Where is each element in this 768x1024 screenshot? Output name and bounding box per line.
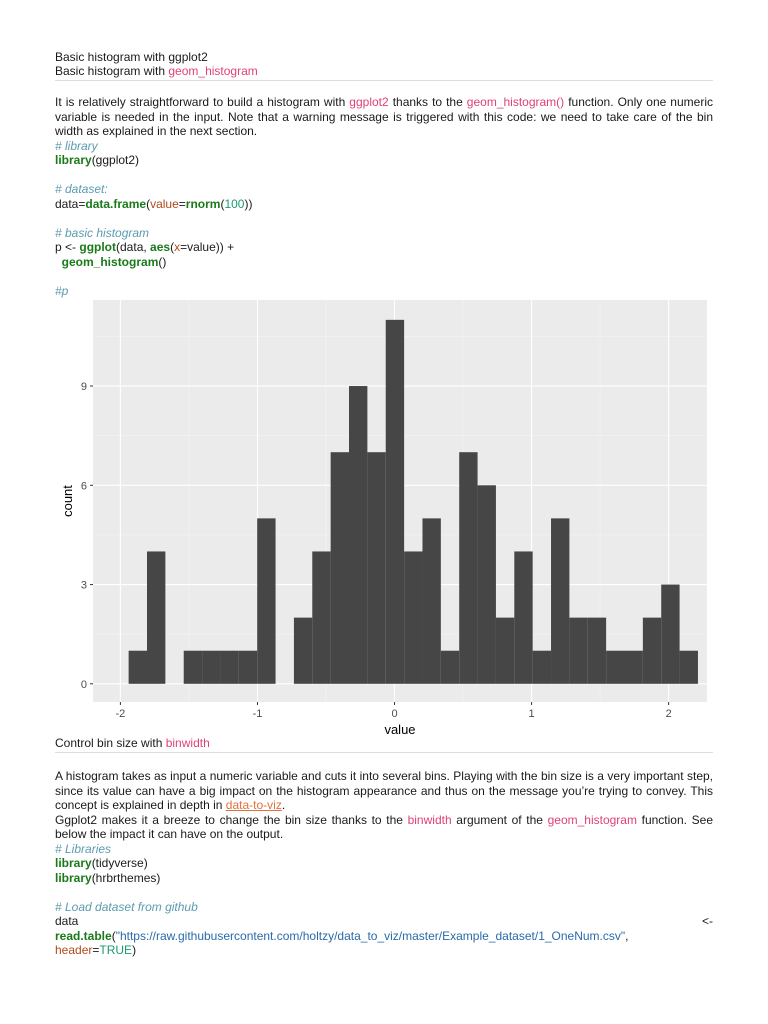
histogram-bar xyxy=(367,452,385,684)
code-fn-rnorm: rnorm xyxy=(185,196,221,211)
x-axis-label: value xyxy=(384,722,416,734)
code-comment-dataset: # dataset: xyxy=(55,182,108,196)
code-equals: = xyxy=(92,943,100,957)
code-num-100: 100 xyxy=(224,196,245,211)
code-comma: , xyxy=(625,928,629,943)
code-arg-x: x xyxy=(174,240,181,254)
histogram-bar xyxy=(349,386,367,684)
code-aes-rest: =value)) + xyxy=(180,240,235,254)
code-paren: ( xyxy=(146,196,151,211)
histogram-bar xyxy=(478,485,496,684)
x-tick-label: -1 xyxy=(252,708,263,720)
code-equals: = xyxy=(178,196,186,211)
code-line-ggplot xyxy=(55,240,713,255)
ggplot2-text-c: argument of the xyxy=(451,812,548,827)
code-line-tidyverse xyxy=(55,856,713,871)
code-comment-p: #p xyxy=(55,283,69,298)
code-fn-read-table: read.table xyxy=(55,928,112,943)
histogram-bar xyxy=(202,651,220,684)
code-data-assign: data= xyxy=(55,196,86,211)
y-axis-label: count xyxy=(60,485,75,517)
document-page xyxy=(55,50,713,298)
code-line-read-table xyxy=(55,929,713,944)
histogram-bar xyxy=(294,618,312,684)
code-line-data-assign xyxy=(55,914,713,929)
intro-text-c: thanks to the xyxy=(388,95,467,109)
intro-text-e: function. Only one numeric variable is needed in the input. Note that a warning message is triggered with this code: we need to take care of the bin width as explained in the next section. xyxy=(55,95,713,138)
histogram-bar xyxy=(331,452,349,684)
binsize-end: . xyxy=(281,798,286,812)
code-comment-basic: # basic histogram xyxy=(55,225,150,240)
section2-title-text: Control bin size with xyxy=(55,736,166,750)
geom-histogram-link[interactable]: geom_histogram xyxy=(168,64,258,78)
y-tick-label: 3 xyxy=(80,579,87,592)
code-url-string: "https://raw.githubusercontent.com/holtzy/data_to_viz/master/Example_dataset/1_OneNum.csv" xyxy=(115,928,626,943)
histogram-bar xyxy=(422,518,440,683)
binwidth-inline-link[interactable]: binwidth xyxy=(407,812,452,827)
code-paren-close: ) xyxy=(132,943,137,957)
y-tick-label: 6 xyxy=(80,480,87,493)
histogram-bar xyxy=(496,618,514,684)
binsize-text: A histogram takes as input a numeric variable and cuts it into several bins. Playing with the bin size is a very important step, since its value can have a big impact on the histogram appearance and thus on the message you’re trying to convey. This concept is explained in depth in xyxy=(55,769,713,812)
code-geom-parens: () xyxy=(158,254,167,269)
code-assign-arrow: <- xyxy=(701,914,713,928)
code-true: TRUE xyxy=(99,943,133,957)
code-arg-ggplot2: (ggplot2) xyxy=(91,153,140,167)
x-tick-label: 1 xyxy=(528,708,535,720)
histogram-bar xyxy=(514,551,532,683)
geom-histogram-inline-link[interactable]: geom_histogram xyxy=(547,812,637,827)
histogram-bar xyxy=(606,651,624,684)
code-comment-load: # Load dataset from github xyxy=(55,899,198,914)
histogram-bar xyxy=(386,320,404,684)
histogram-bar xyxy=(624,651,642,684)
y-tick-label: 9 xyxy=(80,381,87,394)
code-line-header xyxy=(55,943,713,958)
histogram-bar xyxy=(147,551,165,683)
histogram-bar xyxy=(220,651,238,684)
code-line-data xyxy=(55,197,713,212)
section-subtitle xyxy=(55,64,713,78)
code-blank xyxy=(55,885,713,900)
code-fn-data-frame: data.frame xyxy=(85,196,147,211)
histogram-bar xyxy=(404,551,422,683)
code-line-hrbrthemes xyxy=(55,871,713,886)
histogram-bar xyxy=(459,452,477,684)
document-page-2 xyxy=(55,736,713,958)
code-paren-2: ( xyxy=(220,196,225,211)
code-line-library xyxy=(55,153,713,168)
code-fn-geom-histogram: geom_histogram xyxy=(61,254,159,269)
code-fn-library: library xyxy=(55,870,92,885)
histogram-bar xyxy=(643,618,661,684)
code-indent xyxy=(55,255,62,269)
y-axis xyxy=(81,381,93,691)
ggplot2-paragraph xyxy=(55,813,713,842)
code-block-2 xyxy=(55,842,713,958)
code-fn-library: library xyxy=(55,153,92,167)
code-line-geom xyxy=(55,255,713,270)
code-data-word: data xyxy=(55,914,79,928)
section-title: Basic histogram with ggplot2 xyxy=(55,50,208,64)
code-paren-3: ( xyxy=(170,240,175,254)
histogram-bar xyxy=(551,518,569,683)
code-comment-libraries: # Libraries xyxy=(55,841,112,856)
code-close-parens: )) xyxy=(244,196,253,211)
histogram-bar xyxy=(680,651,698,684)
x-tick-label: 2 xyxy=(665,708,672,720)
histogram-bar xyxy=(239,651,257,684)
histogram-bar xyxy=(569,618,587,684)
intro-text-a: It is relatively straightforward to build a histogram with xyxy=(55,95,350,109)
histogram-bar xyxy=(312,551,330,683)
histogram-chart xyxy=(55,296,715,734)
code-fn-library: library xyxy=(55,856,92,870)
data-to-viz-link[interactable]: data-to-viz xyxy=(225,798,282,812)
code-blank xyxy=(55,168,713,183)
code-arg-hrbrthemes: (hrbrthemes) xyxy=(91,870,161,885)
x-tick-label: -2 xyxy=(115,708,126,720)
code-paren: ( xyxy=(111,928,116,943)
histogram-bar xyxy=(661,585,679,684)
ggplot2-link[interactable]: ggplot2 xyxy=(349,95,389,109)
code-block-1 xyxy=(55,139,713,299)
y-tick-label: 0 xyxy=(80,678,87,691)
intro-paragraph xyxy=(55,95,713,139)
subtitle-text: Basic histogram with xyxy=(55,64,169,78)
ggplot2-text-a: Ggplot2 makes it a breeze to change the bin size thanks to the xyxy=(55,812,408,827)
code-blank xyxy=(55,269,713,284)
histogram-bar xyxy=(533,651,551,684)
binwidth-link[interactable]: binwidth xyxy=(165,736,210,750)
section2-title xyxy=(55,736,713,750)
code-arg-header: header xyxy=(55,943,93,957)
code-fn-aes: aes xyxy=(150,240,171,254)
ggplot2-text-e: function. See below the impact it can have on the output. xyxy=(55,812,713,841)
x-axis xyxy=(116,702,672,720)
histogram-bar xyxy=(184,651,202,684)
histogram-bar xyxy=(441,651,459,684)
histogram-bar xyxy=(129,651,147,684)
code-arg-value: value xyxy=(150,196,179,211)
histogram-bar xyxy=(588,618,606,684)
x-tick-label: 0 xyxy=(391,708,398,720)
code-arg-tidyverse: (tidyverse) xyxy=(91,856,148,870)
code-p-assign: p <- xyxy=(55,240,80,254)
geom-histogram-fn-link[interactable]: geom_histogram() xyxy=(466,95,565,109)
code-fn-ggplot: ggplot xyxy=(79,240,117,254)
histogram-bar xyxy=(257,518,275,683)
code-ggplot-data: (data, xyxy=(116,240,151,254)
code-comment-library: # library xyxy=(55,138,98,153)
binsize-paragraph xyxy=(55,769,713,813)
code-blank xyxy=(55,211,713,226)
